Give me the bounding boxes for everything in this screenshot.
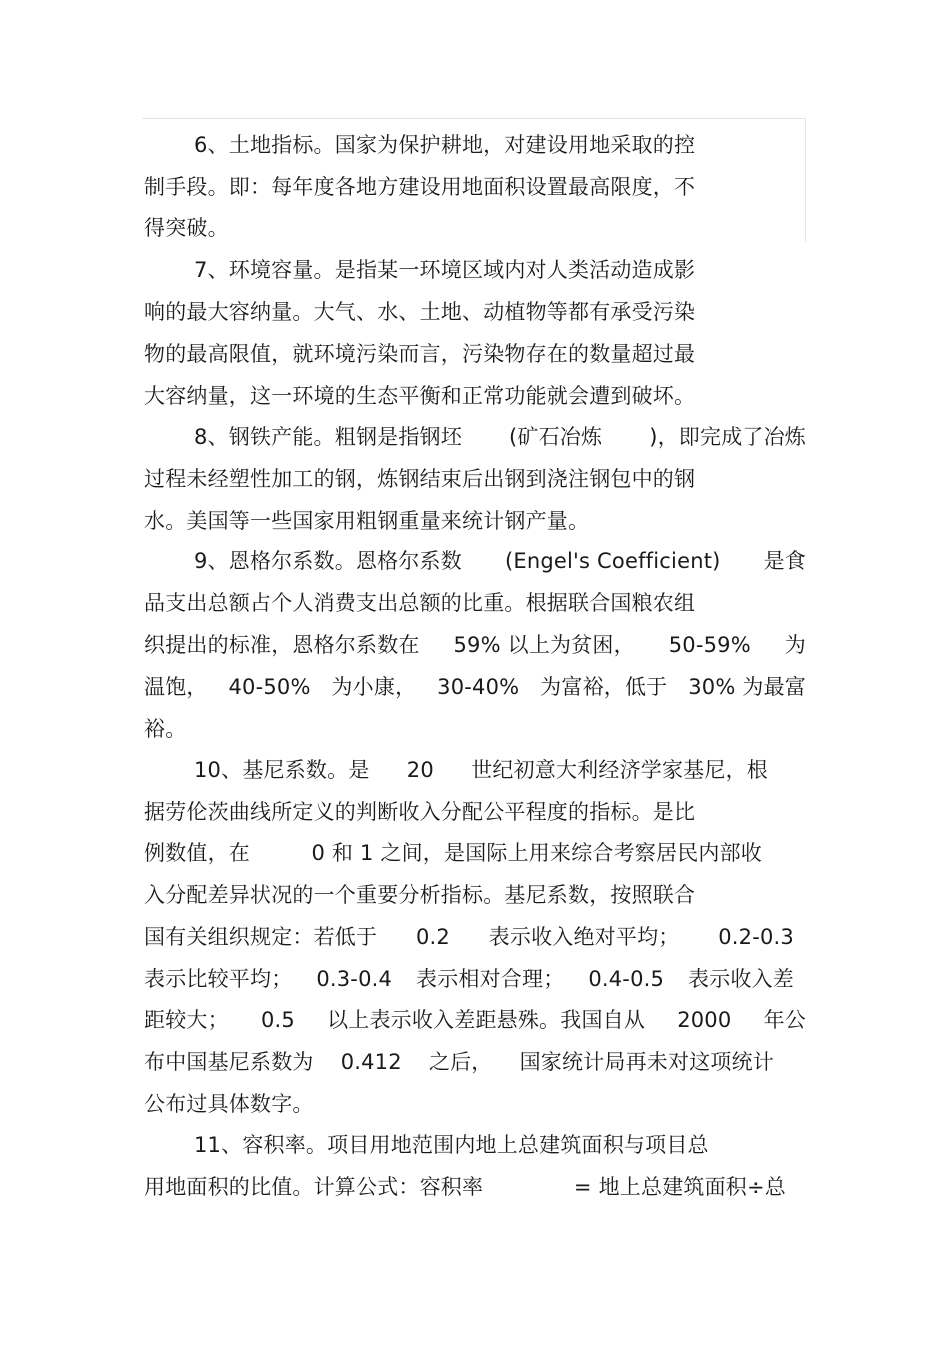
p10-l7-seg-1: 距较大； xyxy=(144,1008,229,1032)
p8-l1-seg-1: 8、钢铁产能。粗钢是指钢坯 xyxy=(194,425,462,449)
p9-l4-seg-5: 为富裕，低于 xyxy=(540,675,668,699)
p10-l7-seg-3: 以上表示收入差距悬殊。我国自从 xyxy=(327,1008,646,1032)
p11-line-2 xyxy=(144,1172,786,1202)
p8-line-2: 过程未经塑性加工的钢，炼钢结束后出钢到浇注钢包中的钢 xyxy=(144,467,696,491)
p10-line-1 xyxy=(194,755,768,785)
p10-l6-seg-5: 表示收入差 xyxy=(688,967,794,991)
p6-line-1: 6、土地指标。国家为保护耕地，对建设用地采取的控 xyxy=(194,133,696,157)
p11-line-1: 11、容积率。项目用地范围内地上总建筑面积与项目总 xyxy=(194,1133,709,1157)
p10-l3-seg-2: 0 和 1 之间，是国际上用来综合考察居民内部收 xyxy=(311,841,762,865)
p7-line-1: 7、环境容量。是指某一环境区域内对人类活动造成影 xyxy=(194,258,696,282)
p10-l7-seg-2: 0.5 xyxy=(260,1008,295,1032)
p10-line-7 xyxy=(144,1005,806,1035)
p9-l4-seg-4: 30-40% xyxy=(437,675,520,699)
p9-l4-seg-3: 为小康， xyxy=(331,675,417,699)
p10-line-5 xyxy=(144,922,794,952)
p10-l6-seg-2: 0.3-0.4 xyxy=(316,967,393,991)
p10-l8-seg-4: 国家统计局再未对这项统计 xyxy=(519,1050,774,1074)
p8-line-3: 水。美国等一些国家用粗钢重量来统计钢产量。 xyxy=(144,509,590,533)
p9-l3-seg-4: 为 xyxy=(784,633,806,657)
p10-l6-seg-3: 表示相对合理； xyxy=(416,967,565,991)
p10-l5-seg-1: 国有关组织规定：若低于 xyxy=(144,925,378,949)
p10-l6-seg-1: 表示比较平均； xyxy=(144,967,293,991)
p10-line-4: 入分配差异状况的一个重要分析指标。基尼系数，按照联合 xyxy=(144,883,696,907)
p10-l6-seg-4: 0.4-0.5 xyxy=(588,967,665,991)
p6-line-3: 得突破。 xyxy=(144,216,229,240)
p10-l3-seg-1: 例数值，在 xyxy=(144,841,250,865)
p9-line-4 xyxy=(144,672,806,702)
p10-l8-seg-1: 布中国基尼系数为 xyxy=(144,1050,314,1074)
p9-l3-seg-2: 59% 以上为贫困， xyxy=(453,633,635,657)
p9-l4-seg-6: 30% 为最富 xyxy=(688,675,806,699)
p9-l1-seg-1: 9、恩格尔系数。恩格尔系数 xyxy=(194,549,462,573)
p9-l4-seg-1: 温饱， xyxy=(144,675,208,699)
p10-l5-seg-3: 表示收入绝对平均； xyxy=(488,925,680,949)
p7-line-3: 物的最高限值，就环境污染而言，污染物存在的数量超过最 xyxy=(144,342,696,366)
p9-l3-seg-3: 50-59% xyxy=(668,633,751,657)
p8-line-1 xyxy=(194,422,806,452)
p9-l1-seg-3: 是食 xyxy=(763,549,806,573)
p10-line-9: 公布过具体数字。 xyxy=(144,1092,314,1116)
p9-line-5: 裕。 xyxy=(144,717,187,741)
p10-l8-seg-3: 之后， xyxy=(428,1050,493,1074)
p9-l3-seg-1: 织提出的标准，恩格尔系数在 xyxy=(144,633,420,657)
p10-l8-seg-2: 0.412 xyxy=(340,1050,402,1074)
p11-l2-seg-1: 用地面积的比值。计算公式：容积率 xyxy=(144,1175,484,1199)
p10-l5-seg-4: 0.2-0.3 xyxy=(718,925,794,949)
p9-l4-seg-2: 40-50% xyxy=(228,675,311,699)
p10-line-2: 据劳伦茨曲线所定义的判断收入分配公平程度的指标。是比 xyxy=(144,800,696,824)
p10-line-6 xyxy=(144,964,794,994)
p11-l2-seg-2: = 地上总建筑面积÷总 xyxy=(573,1175,786,1199)
p9-line-2: 品支出总额占个人消费支出总额的比重。根据联合国粮农组 xyxy=(144,591,696,615)
p9-l1-seg-2: (Engel's Coefficient) xyxy=(505,549,721,573)
p10-line-8 xyxy=(144,1047,774,1077)
p9-line-1 xyxy=(194,546,806,576)
p9-line-3 xyxy=(144,630,806,660)
p8-l1-seg-3: )，即完成了冶炼 xyxy=(649,425,806,449)
p8-l1-seg-2: (矿石冶炼 xyxy=(508,425,603,449)
p10-l7-seg-5: 年公 xyxy=(763,1008,806,1032)
p6-line-2: 制手段。即：每年度各地方建设用地面积设置最高限度，不 xyxy=(144,175,696,199)
p10-l5-seg-2: 0.2 xyxy=(415,925,450,949)
p10-l1-seg-2: 20 xyxy=(406,758,434,782)
p7-line-2: 响的最大容纳量。大气、水、土地、动植物等都有承受污染 xyxy=(144,300,696,324)
p7-line-4: 大容纳量，这一环境的生态平衡和正常功能就会遭到破坏。 xyxy=(144,384,696,408)
p10-line-3 xyxy=(144,838,762,868)
p10-l1-seg-3: 世纪初意大利经济学家基尼，根 xyxy=(471,758,768,782)
p10-l1-seg-1: 10、基尼系数。是 xyxy=(194,758,370,782)
p10-l7-seg-4: 2000 xyxy=(677,1008,732,1032)
